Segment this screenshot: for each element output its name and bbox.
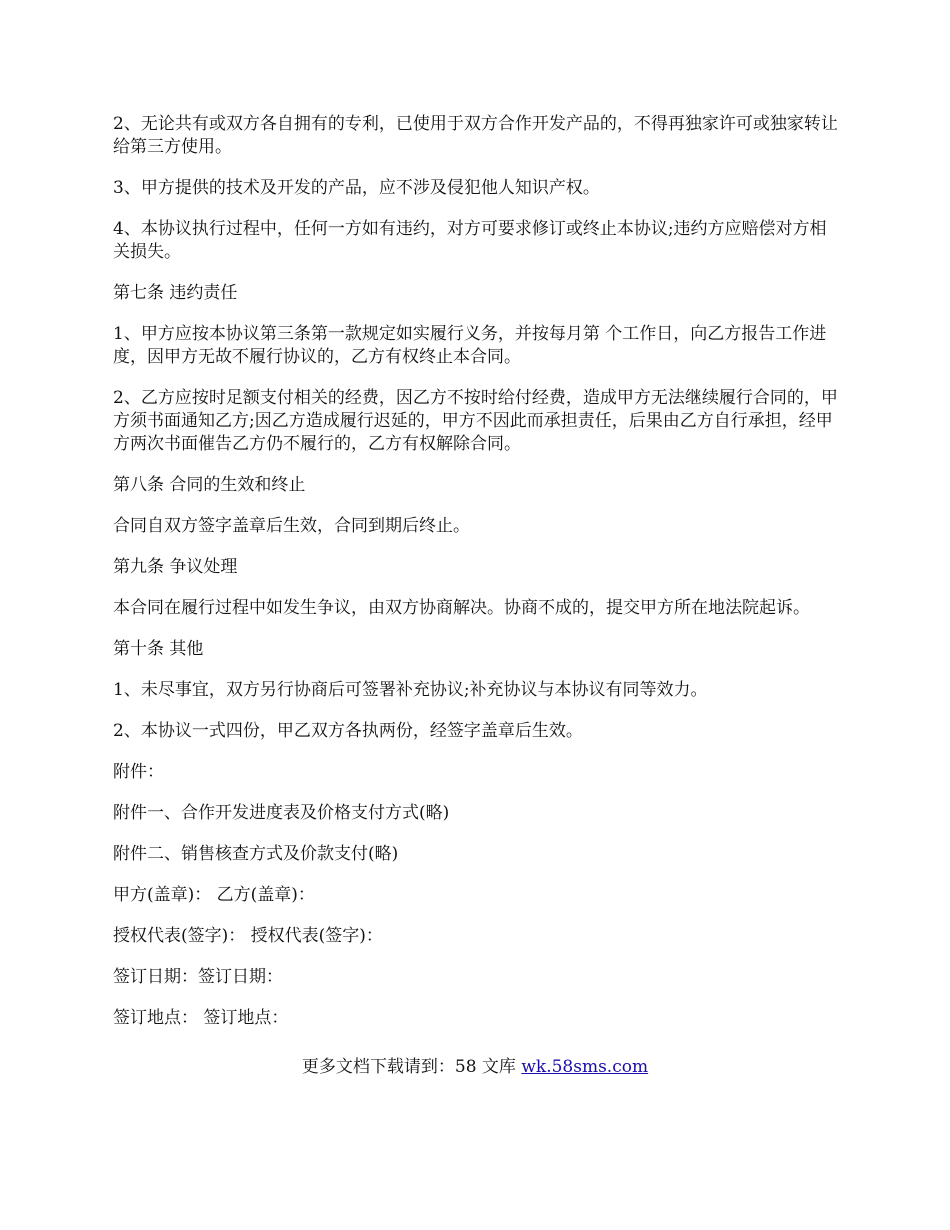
- footer-text: 更多文档下载请到：58 文库: [301, 1057, 522, 1077]
- attachment-2: 附件二、销售核查方式及价款支付(略): [113, 844, 399, 864]
- document-body: [113, 113, 843, 1048]
- article-10-item-1: 1、未尽事宜，双方另行协商后可签署补充协议;补充协议与本协议有同等效力。: [113, 680, 708, 700]
- article-7-item-1: 1、甲方应按本协议第三条第一款规定如实履行义务，并按每月第 个工作日，向乙方报告工作进度，因甲方无故不履行协议的，乙方有权终止本合同。: [113, 324, 827, 367]
- representative-signature-line: 授权代表(签字)： 授权代表(签字)：: [113, 926, 383, 946]
- attachment-1: 附件一、合作开发进度表及价格支付方式(略): [113, 803, 450, 823]
- article-8-heading: 第八条 合同的生效和终止: [113, 475, 306, 495]
- signing-date-line: 签订日期：签订日期：: [113, 967, 283, 987]
- article-7-item-2: 2、乙方应按时足额支付相关的经费，因乙方不按时给付经费，造成甲方无法继续履行合同的，甲方须书面通知乙方;因乙方造成履行迟延的，甲方不因此而承担责任，后果由乙方自行承担，经甲方两次书面催告乙方仍不履行的，乙方有权解除合同。: [113, 388, 838, 454]
- article-9-heading: 第九条 争议处理: [113, 557, 238, 577]
- article-7-heading: 第七条 违约责任: [113, 283, 238, 303]
- article-8-text: 合同自双方签字盖章后生效，合同到期后终止。: [113, 516, 470, 536]
- clause-3-paragraph: 3、甲方提供的技术及开发的产品，应不涉及侵犯他人知识产权。: [113, 178, 600, 198]
- download-footer: [0, 1056, 950, 1079]
- clause-2-paragraph: 2、无论共有或双方各自拥有的专利，已使用于双方合作开发产品的，不得再独家许可或独家转让给第三方使用。: [113, 114, 838, 157]
- article-9-text: 本合同在履行过程中如发生争议，由双方协商解决。协商不成的，提交甲方所在地法院起诉。: [113, 598, 810, 618]
- seal-line: 甲方(盖章)： 乙方(盖章)：: [113, 885, 315, 905]
- signing-location-line: 签订地点： 签订地点：: [113, 1008, 289, 1028]
- clause-4-paragraph: 4、本协议执行过程中，任何一方如有违约，对方可要求修订或终止本协议;违约方应赔偿对方相关损失。: [113, 219, 827, 262]
- article-10-heading: 第十条 其他: [113, 639, 204, 659]
- footer-link[interactable]: wk.58sms.com: [521, 1057, 649, 1077]
- attachments-heading: 附件：: [113, 762, 164, 782]
- article-10-item-2: 2、本协议一式四份，甲乙双方各执两份，经签字盖章后生效。: [113, 721, 583, 741]
